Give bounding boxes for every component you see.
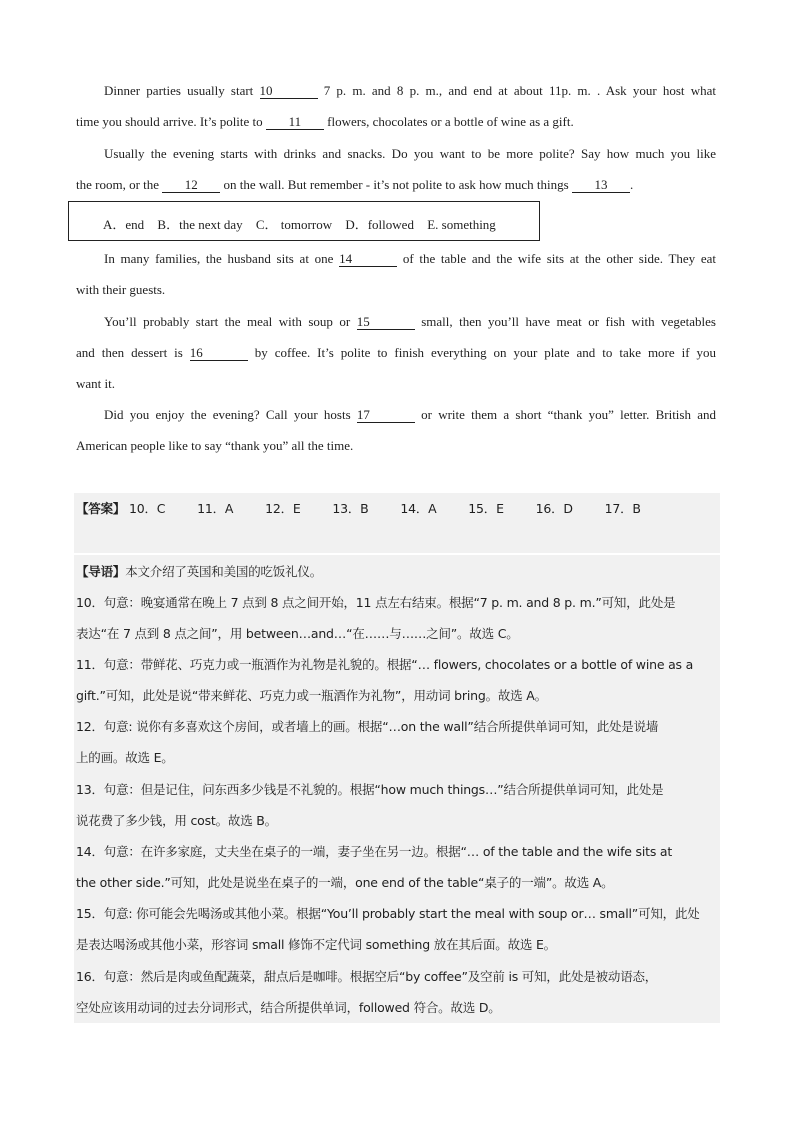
answer-item: 13．B: [332, 501, 369, 516]
explanation-line: 是表达喝汤或其他小菜，形容词 small 修饰不定代词 something 放在其后面。故选 E。: [76, 937, 556, 952]
answer-item: 12．E: [265, 501, 301, 516]
passage-line: want it.: [76, 376, 115, 391]
option-e: E. something: [427, 217, 496, 232]
explanation-line: 16．句意：然后是肉或鱼配蔬菜，甜点后是咖啡。根据空后“by coffee”及空前 is 可知，此处是被动语态，: [76, 969, 658, 984]
answer-item: 10．C: [128, 501, 166, 516]
explanation-line: gift.”可知，此处是说“带来鲜花、巧克力或一瓶酒作为礼物”，用动词 bring。故选 A。: [76, 688, 547, 703]
blank-17[interactable]: 17: [357, 408, 415, 423]
explanation-line: 14．句意：在许多家庭，丈夫坐在桌子的一端，妻子坐在另一边。根据“… of the table and the wife sits at: [76, 844, 673, 859]
passage-line: time you should arrive. It’s polite to 11 flowers, chocolates or a bottle of wine as a gift.: [76, 114, 574, 129]
blank-14[interactable]: 14: [339, 252, 397, 267]
explanation-line: 说花费了多少钱，用 cost。故选 B。: [76, 813, 277, 828]
option-d: D．followed: [345, 217, 414, 232]
option-c: C． tomorrow: [255, 217, 333, 232]
blank-10[interactable]: 10: [260, 84, 318, 99]
explanation-line: 上的画。故选 E。: [76, 750, 174, 765]
explanation-line: 空处应该用动词的过去分词形式，结合所提供单词，followed 符合。故选 D。: [76, 1000, 501, 1015]
blank-13[interactable]: 13: [572, 178, 630, 193]
passage-line: You’ll probably start the meal with soup or 15 small, then you’ll have meat or fish with vegetables: [104, 314, 716, 329]
passage-line: and then dessert is 16 by coffee. It’s polite to finish everything on your plate and to take more if you: [76, 345, 717, 360]
passage-line: the room, or the 12 on the wall. But remember - it’s not polite to ask how much things 13 .: [76, 177, 634, 192]
answer-item: 17．B: [604, 501, 641, 516]
options-box: [68, 201, 540, 241]
guide-label: 【导语】: [76, 564, 126, 579]
guide-line: [76, 563, 716, 581]
passage-line: Did you enjoy the evening? Call your hosts 17 or write them a short “thank you” letter. British and: [104, 407, 716, 422]
answer-item: 15．E: [468, 501, 504, 516]
answer-item: 16．D: [535, 501, 573, 516]
option-a: A．end: [103, 217, 145, 232]
passage-line: American people like to say “thank you” all the time.: [76, 438, 354, 453]
option-b: B．the next day: [157, 217, 243, 232]
passage-line: In many families, the husband sits at one 14 of the table and the wife sits at the other side. They eat: [104, 251, 717, 266]
blank-12[interactable]: 12: [162, 178, 220, 193]
blank-16[interactable]: 16: [190, 346, 248, 361]
options-list: [103, 214, 506, 233]
explanation-line: the other side.”可知，此处是说坐在桌子的一端，one end of the table“桌子的一端”。故选 A。: [76, 875, 614, 890]
explanation-line: 13．句意：但是记住，问东西多少钱是不礼貌的。根据“how much things…”结合所提供单词可知，此处是: [76, 782, 664, 797]
passage-line: Dinner parties usually start 10 7 p. m. and 8 p. m., and end at about 11p. m. . Ask your host what: [104, 83, 717, 98]
explanation-line: 表达“在 7 点到 8 点之间”，用 between…and…“在……与……之间”。故选 C。: [76, 626, 519, 641]
answer-label: 【答案】: [76, 501, 126, 516]
answer-item: 14．A: [400, 501, 437, 516]
explanation-line: 10．句意：晚宴通常在晚上 7 点到 8 点之间开始，11 点左右结束。根据“7 p. m. and 8 p. m.”可知，此处是: [76, 595, 676, 610]
explanation-line: 15．句意: 你可能会先喝汤或其他小菜。根据“You’ll probably start the meal with soup or… small”可知，此处: [76, 906, 700, 921]
blank-15[interactable]: 15: [357, 315, 415, 330]
answer-item: 11．A: [197, 501, 234, 516]
passage-line: with their guests.: [76, 282, 166, 297]
blank-11[interactable]: 11: [266, 115, 324, 130]
passage-line: Usually the evening starts with drinks and snacks. Do you want to be more polite? Say how much you like: [104, 146, 716, 161]
explanation-line: 12．句意: 说你有多喜欢这个房间，或者墙上的画。根据“…on the wall”结合所提供单词可知，此处是说墙: [76, 719, 659, 734]
guide-text: 本文介绍了英国和美国的吃饭礼仪。: [125, 564, 323, 579]
answer-line: [76, 500, 716, 518]
explanation-line: 11．句意：带鲜花、巧克力或一瓶酒作为礼物是礼貌的。根据“… flowers, chocolates or a bottle of wine as a: [76, 657, 694, 672]
